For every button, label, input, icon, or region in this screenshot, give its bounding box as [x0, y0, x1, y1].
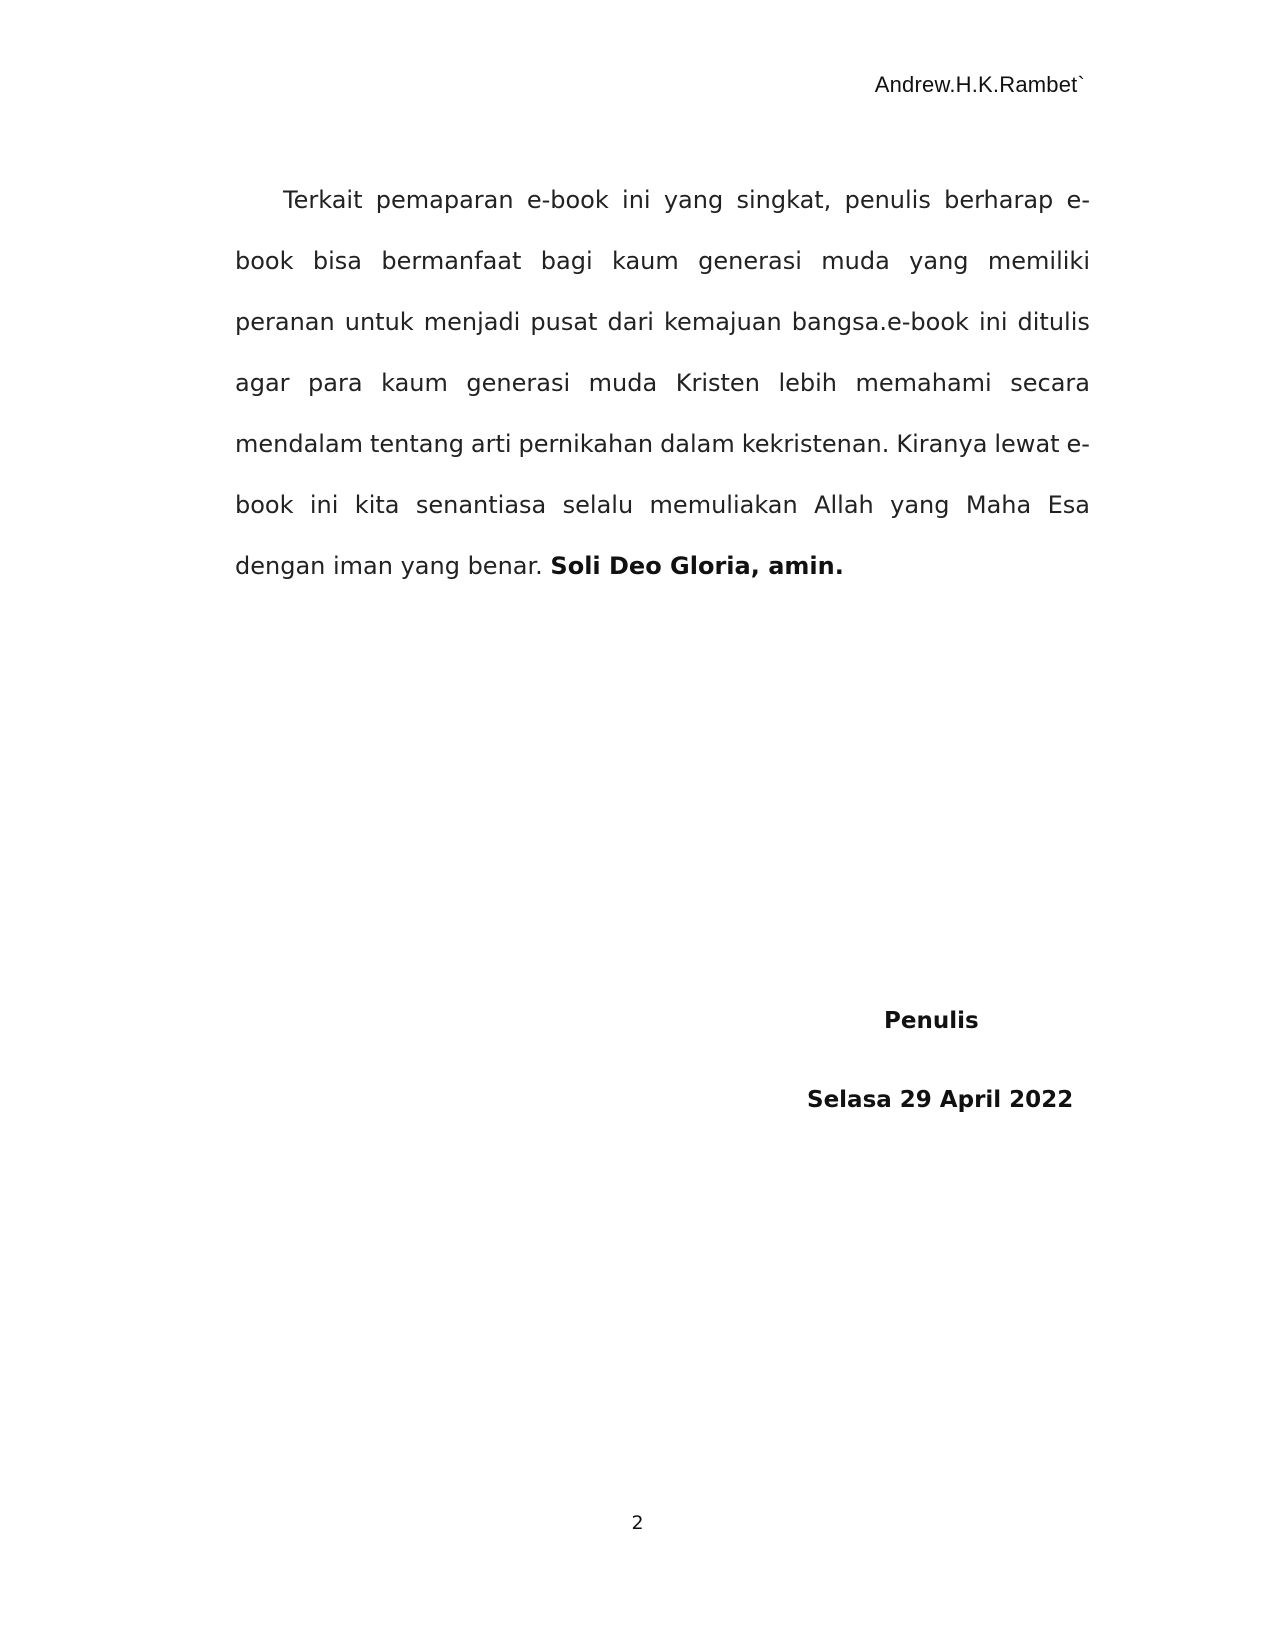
paragraph-word: e-book: [526, 186, 609, 214]
paragraph-word: generasi: [698, 247, 802, 275]
paragraph-word: bisa: [312, 247, 362, 275]
paragraph-word: yang: [890, 491, 950, 519]
paragraph-word: senantiasa: [415, 491, 547, 519]
paragraph-word: kita: [354, 491, 400, 519]
paragraph-word: muda: [821, 247, 890, 275]
paragraph-word: penulis: [844, 186, 931, 214]
paragraph-word: generasi: [466, 369, 571, 397]
paragraph-word: dari: [607, 308, 654, 336]
paragraph-word: lebih: [778, 369, 837, 397]
paragraph-line: [235, 353, 1090, 414]
paragraph-word: untuk: [344, 308, 414, 336]
paragraph-line: [235, 475, 1090, 536]
paragraph-word: memuliakan: [649, 491, 798, 519]
paragraph-line: [235, 170, 1090, 231]
paragraph-word: secara: [1010, 369, 1090, 397]
paragraph-word: bermanfaat: [381, 247, 522, 275]
paragraph-line: [235, 414, 1090, 475]
signature-date: Selasa 29 April 2022: [807, 1087, 1074, 1113]
paragraph-word: pernikahan: [518, 430, 654, 458]
paragraph-line: [235, 231, 1090, 292]
body-paragraph: [235, 170, 1090, 597]
paragraph-word: para: [308, 369, 363, 397]
closing-blessing: Soli Deo Gloria, amin.: [550, 552, 844, 580]
paragraph-word: arti: [470, 430, 512, 458]
paragraph-word: ini: [622, 186, 651, 214]
paragraph-word: mendalam: [235, 430, 364, 458]
paragraph-word: Kristen: [675, 369, 760, 397]
signature-role: Penulis: [884, 1008, 979, 1034]
paragraph-word: ini: [978, 308, 1008, 336]
paragraph-word: Terkait: [283, 186, 363, 214]
paragraph-word: pusat: [530, 308, 598, 336]
paragraph-line: [235, 292, 1090, 353]
paragraph-word: kemajuan: [664, 308, 782, 336]
paragraph-word: memahami: [855, 369, 992, 397]
paragraph-word: Esa: [1047, 491, 1090, 519]
running-header-author: Andrew.H.K.Rambet`: [874, 72, 1085, 97]
paragraph-word: book: [235, 491, 294, 519]
paragraph-word: yang: [663, 186, 724, 214]
page-number: 2: [631, 1512, 644, 1534]
paragraph-word: yang: [909, 247, 969, 275]
paragraph-word: e-: [1066, 430, 1090, 458]
paragraph-word: peranan: [235, 308, 335, 336]
paragraph-word: kekristenan.: [741, 430, 890, 458]
paragraph-word: tentang: [370, 430, 464, 458]
paragraph-word: dalam: [660, 430, 735, 458]
paragraph-word: Allah: [814, 491, 874, 519]
paragraph-word: selalu: [562, 491, 634, 519]
paragraph-word: e-: [1066, 186, 1090, 214]
paragraph-last-line: [235, 536, 1090, 597]
paragraph-word: berharap: [944, 186, 1054, 214]
paragraph-word: ditulis: [1017, 308, 1090, 336]
paragraph-word: kaum: [611, 247, 679, 275]
paragraph-word: bagi: [540, 247, 593, 275]
paragraph-word: agar: [235, 369, 290, 397]
paragraph-last-line-text: dengan iman yang benar.: [235, 552, 551, 580]
paragraph-word: kaum: [381, 369, 448, 397]
paragraph-word: Kiranya: [896, 430, 988, 458]
paragraph-word: ini: [309, 491, 339, 519]
paragraph-word: memiliki: [987, 247, 1090, 275]
paragraph-word: Maha: [965, 491, 1032, 519]
paragraph-word: book: [235, 247, 294, 275]
paragraph-word: singkat,: [736, 186, 832, 214]
paragraph-word: bangsa.e-book: [791, 308, 969, 336]
paragraph-word: pemaparan: [375, 186, 514, 214]
paragraph-word: lewat: [994, 430, 1060, 458]
paragraph-word: menjadi: [423, 308, 521, 336]
paragraph-word: muda: [588, 369, 658, 397]
